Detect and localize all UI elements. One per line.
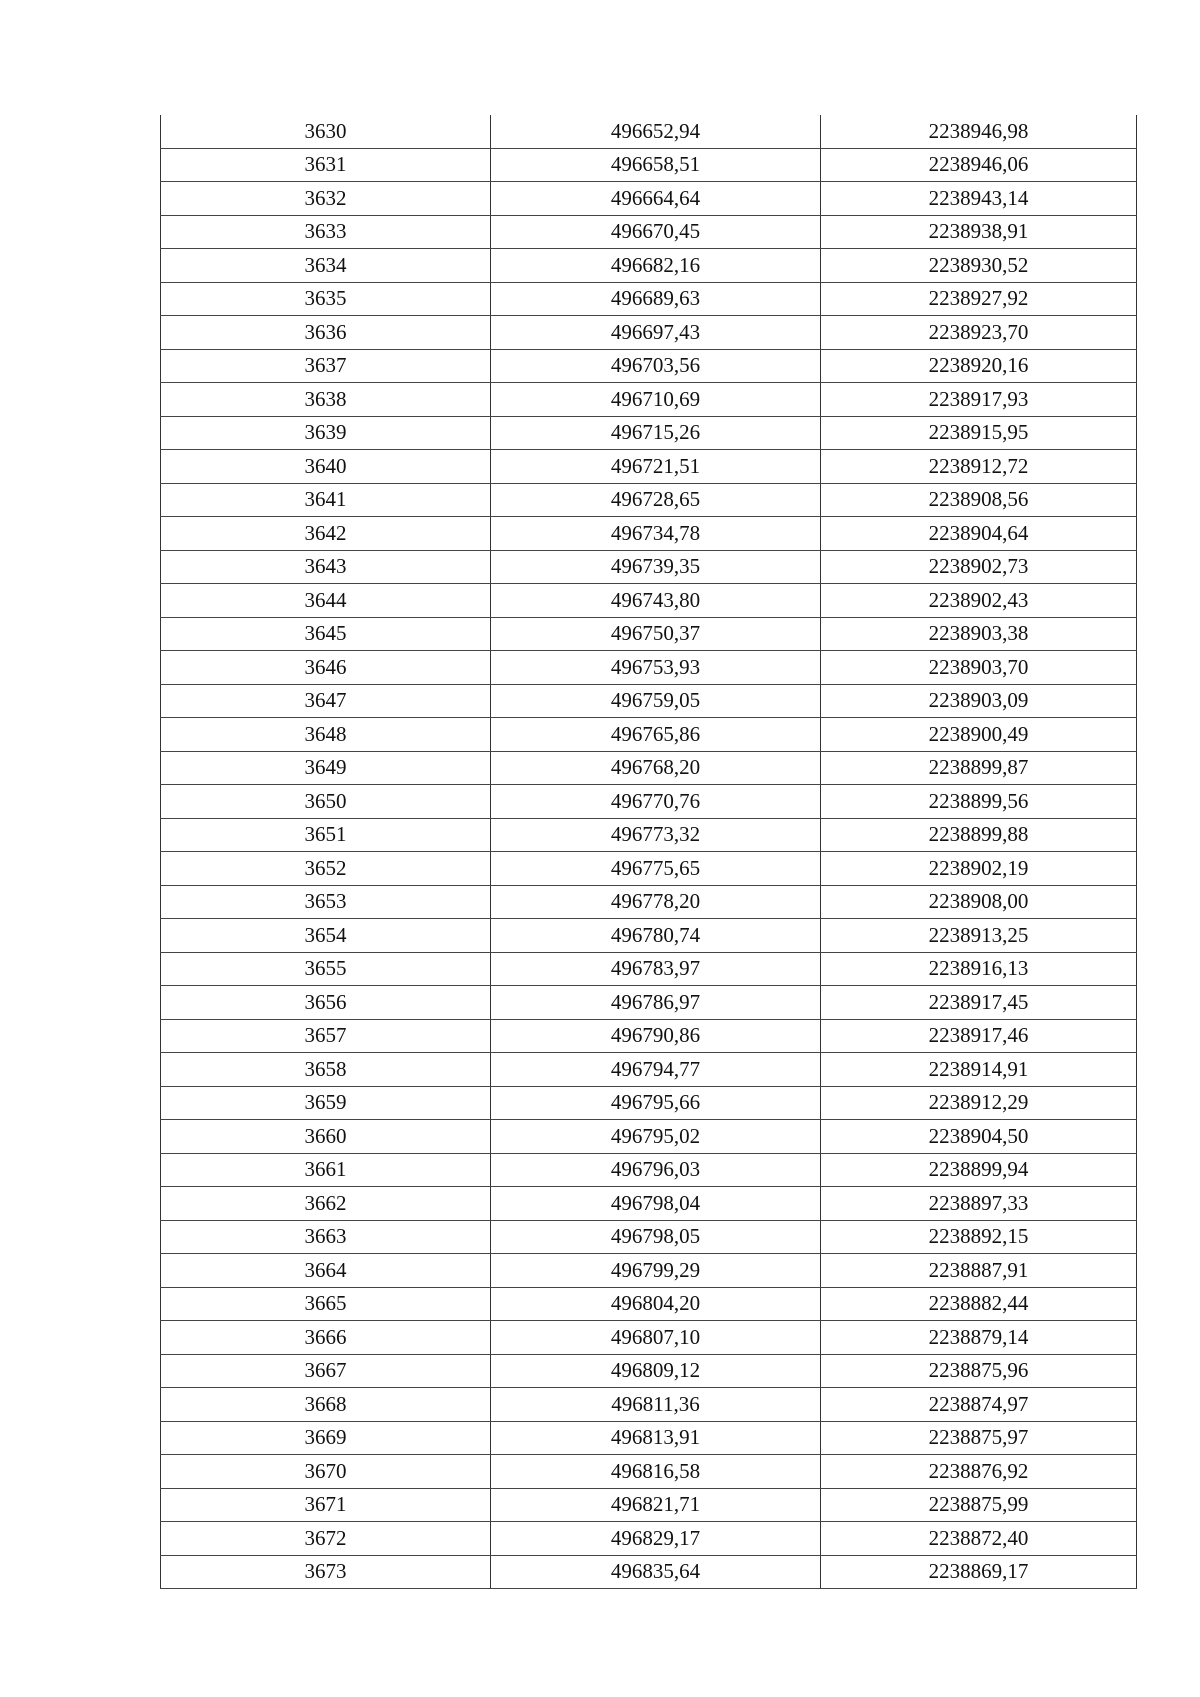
y-coordinate-cell: 2238946,06 xyxy=(821,148,1137,182)
table-row xyxy=(161,1019,1137,1053)
point-number-cell: 3638 xyxy=(161,383,491,417)
table-row xyxy=(161,617,1137,651)
x-coordinate-cell: 496710,69 xyxy=(491,383,821,417)
y-coordinate-cell: 2238917,46 xyxy=(821,1019,1137,1053)
table-row xyxy=(161,1488,1137,1522)
x-coordinate-cell: 496734,78 xyxy=(491,517,821,551)
table-row xyxy=(161,349,1137,383)
table-row xyxy=(161,584,1137,618)
point-number-cell: 3645 xyxy=(161,617,491,651)
x-coordinate-cell: 496728,65 xyxy=(491,483,821,517)
point-number-cell: 3635 xyxy=(161,282,491,316)
y-coordinate-cell: 2238899,56 xyxy=(821,785,1137,819)
point-number-cell: 3651 xyxy=(161,818,491,852)
x-coordinate-cell: 496753,93 xyxy=(491,651,821,685)
x-coordinate-cell: 496807,10 xyxy=(491,1321,821,1355)
point-number-cell: 3659 xyxy=(161,1086,491,1120)
table-row xyxy=(161,1354,1137,1388)
x-coordinate-cell: 496795,02 xyxy=(491,1120,821,1154)
point-number-cell: 3665 xyxy=(161,1287,491,1321)
table-row xyxy=(161,383,1137,417)
x-coordinate-cell: 496835,64 xyxy=(491,1555,821,1589)
y-coordinate-cell: 2238902,73 xyxy=(821,550,1137,584)
table-row xyxy=(161,751,1137,785)
y-coordinate-cell: 2238912,29 xyxy=(821,1086,1137,1120)
y-coordinate-cell: 2238899,88 xyxy=(821,818,1137,852)
x-coordinate-cell: 496778,20 xyxy=(491,885,821,919)
y-coordinate-cell: 2238875,99 xyxy=(821,1488,1137,1522)
y-coordinate-cell: 2238902,19 xyxy=(821,852,1137,886)
x-coordinate-cell: 496739,35 xyxy=(491,550,821,584)
y-coordinate-cell: 2238899,94 xyxy=(821,1153,1137,1187)
point-number-cell: 3637 xyxy=(161,349,491,383)
y-coordinate-cell: 2238917,93 xyxy=(821,383,1137,417)
point-number-cell: 3652 xyxy=(161,852,491,886)
table-row xyxy=(161,1086,1137,1120)
x-coordinate-cell: 496795,66 xyxy=(491,1086,821,1120)
point-number-cell: 3650 xyxy=(161,785,491,819)
point-number-cell: 3630 xyxy=(161,115,491,148)
point-number-cell: 3661 xyxy=(161,1153,491,1187)
y-coordinate-cell: 2238913,25 xyxy=(821,919,1137,953)
point-number-cell: 3636 xyxy=(161,316,491,350)
y-coordinate-cell: 2238882,44 xyxy=(821,1287,1137,1321)
y-coordinate-cell: 2238904,64 xyxy=(821,517,1137,551)
y-coordinate-cell: 2238930,52 xyxy=(821,249,1137,283)
x-coordinate-cell: 496811,36 xyxy=(491,1388,821,1422)
y-coordinate-cell: 2238887,91 xyxy=(821,1254,1137,1288)
x-coordinate-cell: 496813,91 xyxy=(491,1421,821,1455)
table-row xyxy=(161,1421,1137,1455)
point-number-cell: 3642 xyxy=(161,517,491,551)
point-number-cell: 3670 xyxy=(161,1455,491,1489)
x-coordinate-cell: 496670,45 xyxy=(491,215,821,249)
y-coordinate-cell: 2238900,49 xyxy=(821,718,1137,752)
table-row xyxy=(161,416,1137,450)
y-coordinate-cell: 2238920,16 xyxy=(821,349,1137,383)
point-number-cell: 3631 xyxy=(161,148,491,182)
x-coordinate-cell: 496796,03 xyxy=(491,1153,821,1187)
y-coordinate-cell: 2238902,43 xyxy=(821,584,1137,618)
y-coordinate-cell: 2238908,56 xyxy=(821,483,1137,517)
table-row xyxy=(161,1455,1137,1489)
x-coordinate-cell: 496682,16 xyxy=(491,249,821,283)
point-number-cell: 3639 xyxy=(161,416,491,450)
x-coordinate-cell: 496799,29 xyxy=(491,1254,821,1288)
x-coordinate-cell: 496721,51 xyxy=(491,450,821,484)
y-coordinate-cell: 2238897,33 xyxy=(821,1187,1137,1221)
y-coordinate-cell: 2238875,97 xyxy=(821,1421,1137,1455)
coordinates-table-body xyxy=(161,115,1137,1589)
y-coordinate-cell: 2238927,92 xyxy=(821,282,1137,316)
table-row xyxy=(161,1220,1137,1254)
coordinates-table xyxy=(160,115,1137,1589)
point-number-cell: 3671 xyxy=(161,1488,491,1522)
table-row xyxy=(161,785,1137,819)
table-row xyxy=(161,115,1137,148)
x-coordinate-cell: 496664,64 xyxy=(491,182,821,216)
point-number-cell: 3647 xyxy=(161,684,491,718)
x-coordinate-cell: 496759,05 xyxy=(491,684,821,718)
y-coordinate-cell: 2238923,70 xyxy=(821,316,1137,350)
x-coordinate-cell: 496658,51 xyxy=(491,148,821,182)
table-row xyxy=(161,282,1137,316)
table-row xyxy=(161,148,1137,182)
point-number-cell: 3632 xyxy=(161,182,491,216)
table-row xyxy=(161,651,1137,685)
y-coordinate-cell: 2238869,17 xyxy=(821,1555,1137,1589)
point-number-cell: 3633 xyxy=(161,215,491,249)
point-number-cell: 3658 xyxy=(161,1053,491,1087)
y-coordinate-cell: 2238904,50 xyxy=(821,1120,1137,1154)
x-coordinate-cell: 496768,20 xyxy=(491,751,821,785)
y-coordinate-cell: 2238916,13 xyxy=(821,952,1137,986)
point-number-cell: 3657 xyxy=(161,1019,491,1053)
x-coordinate-cell: 496790,86 xyxy=(491,1019,821,1053)
table-row xyxy=(161,1321,1137,1355)
point-number-cell: 3672 xyxy=(161,1522,491,1556)
table-row xyxy=(161,1120,1137,1154)
table-row xyxy=(161,249,1137,283)
y-coordinate-cell: 2238874,97 xyxy=(821,1388,1137,1422)
table-row xyxy=(161,1555,1137,1589)
table-row xyxy=(161,818,1137,852)
y-coordinate-cell: 2238912,72 xyxy=(821,450,1137,484)
point-number-cell: 3667 xyxy=(161,1354,491,1388)
x-coordinate-cell: 496715,26 xyxy=(491,416,821,450)
point-number-cell: 3646 xyxy=(161,651,491,685)
y-coordinate-cell: 2238946,98 xyxy=(821,115,1137,148)
x-coordinate-cell: 496697,43 xyxy=(491,316,821,350)
point-number-cell: 3664 xyxy=(161,1254,491,1288)
table-row xyxy=(161,1388,1137,1422)
y-coordinate-cell: 2238917,45 xyxy=(821,986,1137,1020)
point-number-cell: 3655 xyxy=(161,952,491,986)
point-number-cell: 3669 xyxy=(161,1421,491,1455)
point-number-cell: 3648 xyxy=(161,718,491,752)
table-row xyxy=(161,952,1137,986)
table-row xyxy=(161,1522,1137,1556)
x-coordinate-cell: 496770,76 xyxy=(491,785,821,819)
table-row xyxy=(161,684,1137,718)
x-coordinate-cell: 496652,94 xyxy=(491,115,821,148)
y-coordinate-cell: 2238903,70 xyxy=(821,651,1137,685)
y-coordinate-cell: 2238908,00 xyxy=(821,885,1137,919)
table-row xyxy=(161,1153,1137,1187)
x-coordinate-cell: 496750,37 xyxy=(491,617,821,651)
x-coordinate-cell: 496773,32 xyxy=(491,818,821,852)
x-coordinate-cell: 496703,56 xyxy=(491,349,821,383)
point-number-cell: 3668 xyxy=(161,1388,491,1422)
y-coordinate-cell: 2238892,15 xyxy=(821,1220,1137,1254)
table-row xyxy=(161,1287,1137,1321)
x-coordinate-cell: 496809,12 xyxy=(491,1354,821,1388)
y-coordinate-cell: 2238879,14 xyxy=(821,1321,1137,1355)
y-coordinate-cell: 2238903,38 xyxy=(821,617,1137,651)
y-coordinate-cell: 2238903,09 xyxy=(821,684,1137,718)
table-row xyxy=(161,1187,1137,1221)
x-coordinate-cell: 496689,63 xyxy=(491,282,821,316)
y-coordinate-cell: 2238914,91 xyxy=(821,1053,1137,1087)
x-coordinate-cell: 496765,86 xyxy=(491,718,821,752)
point-number-cell: 3641 xyxy=(161,483,491,517)
point-number-cell: 3644 xyxy=(161,584,491,618)
point-number-cell: 3673 xyxy=(161,1555,491,1589)
x-coordinate-cell: 496775,65 xyxy=(491,852,821,886)
y-coordinate-cell: 2238875,96 xyxy=(821,1354,1137,1388)
y-coordinate-cell: 2238938,91 xyxy=(821,215,1137,249)
y-coordinate-cell: 2238876,92 xyxy=(821,1455,1137,1489)
table-row xyxy=(161,550,1137,584)
table-row xyxy=(161,450,1137,484)
table-row xyxy=(161,483,1137,517)
y-coordinate-cell: 2238899,87 xyxy=(821,751,1137,785)
point-number-cell: 3654 xyxy=(161,919,491,953)
table-row xyxy=(161,852,1137,886)
table-row xyxy=(161,215,1137,249)
table-row xyxy=(161,316,1137,350)
x-coordinate-cell: 496821,71 xyxy=(491,1488,821,1522)
point-number-cell: 3649 xyxy=(161,751,491,785)
table-row xyxy=(161,718,1137,752)
x-coordinate-cell: 496783,97 xyxy=(491,952,821,986)
table-row xyxy=(161,1254,1137,1288)
table-row xyxy=(161,182,1137,216)
table-row xyxy=(161,919,1137,953)
point-number-cell: 3660 xyxy=(161,1120,491,1154)
table-row xyxy=(161,517,1137,551)
point-number-cell: 3653 xyxy=(161,885,491,919)
x-coordinate-cell: 496798,04 xyxy=(491,1187,821,1221)
point-number-cell: 3634 xyxy=(161,249,491,283)
point-number-cell: 3662 xyxy=(161,1187,491,1221)
x-coordinate-cell: 496816,58 xyxy=(491,1455,821,1489)
x-coordinate-cell: 496829,17 xyxy=(491,1522,821,1556)
x-coordinate-cell: 496780,74 xyxy=(491,919,821,953)
x-coordinate-cell: 496794,77 xyxy=(491,1053,821,1087)
x-coordinate-cell: 496743,80 xyxy=(491,584,821,618)
y-coordinate-cell: 2238915,95 xyxy=(821,416,1137,450)
x-coordinate-cell: 496804,20 xyxy=(491,1287,821,1321)
table-row xyxy=(161,1053,1137,1087)
y-coordinate-cell: 2238943,14 xyxy=(821,182,1137,216)
x-coordinate-cell: 496786,97 xyxy=(491,986,821,1020)
point-number-cell: 3666 xyxy=(161,1321,491,1355)
table-row xyxy=(161,885,1137,919)
point-number-cell: 3643 xyxy=(161,550,491,584)
point-number-cell: 3640 xyxy=(161,450,491,484)
point-number-cell: 3663 xyxy=(161,1220,491,1254)
table-row xyxy=(161,986,1137,1020)
point-number-cell: 3656 xyxy=(161,986,491,1020)
x-coordinate-cell: 496798,05 xyxy=(491,1220,821,1254)
y-coordinate-cell: 2238872,40 xyxy=(821,1522,1137,1556)
